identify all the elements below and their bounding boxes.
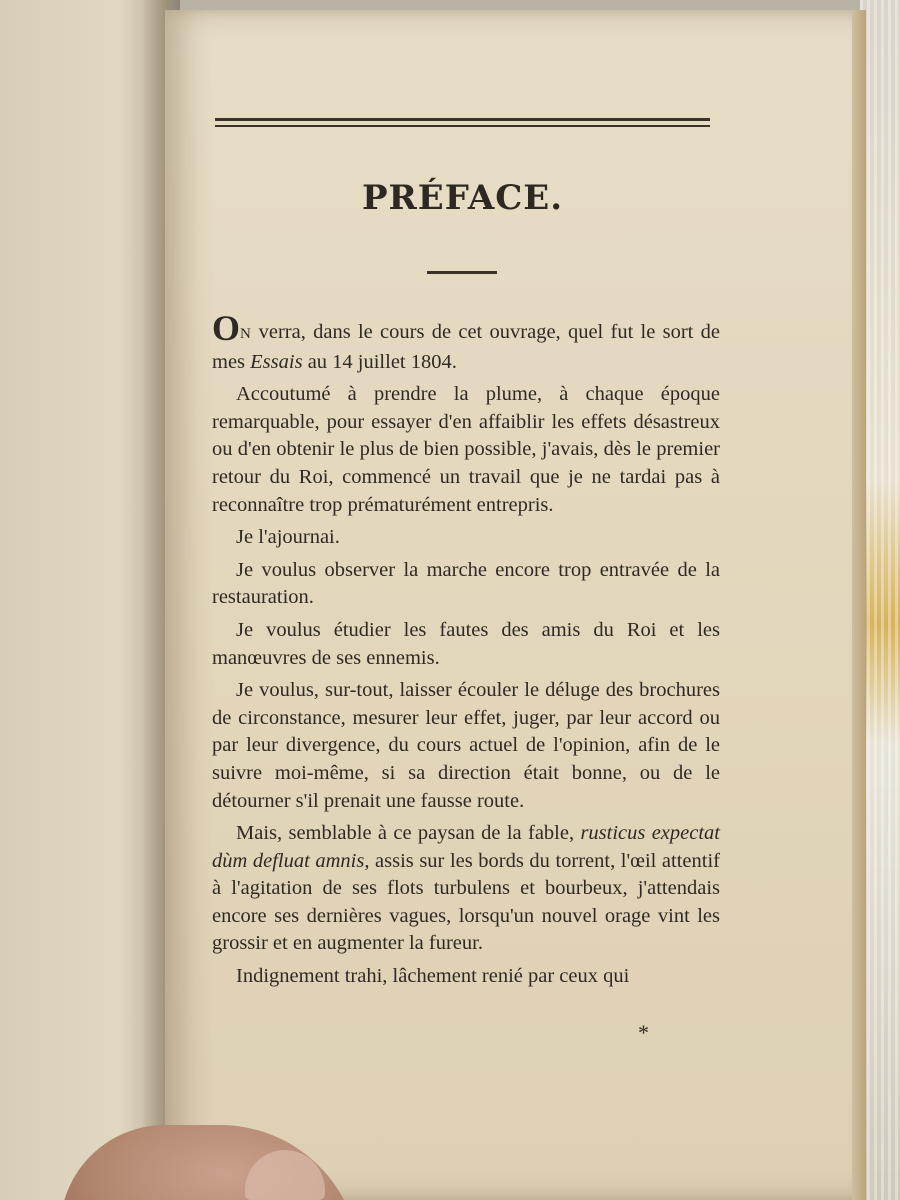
paragraph-5: Je voulus étudier les fautes des amis du Roi et les manœuvres de ses ennemis. bbox=[212, 618, 720, 669]
title-rule bbox=[427, 271, 497, 274]
paragraph-1-text-a: verra, dans le cours de cet ouvrage, quel fut le sort de mes bbox=[212, 321, 720, 373]
paragraph-2: Accoutumé à prendre la plume, à chaque époque remarquable, pour essayer d'en affaiblir les effets désastreux ou d'en obtenir le plus de bien possible, j'avais, dès le premier retour du Roi, commencé un travail que je ne tardai pas à reconnaître trop prématurément entrepris. bbox=[212, 383, 720, 516]
small-cap: N bbox=[240, 326, 252, 342]
paragraph-7 bbox=[212, 820, 720, 958]
drop-cap: O bbox=[212, 308, 241, 348]
signature-mark: * bbox=[638, 1020, 649, 1045]
body-text bbox=[212, 308, 720, 996]
paragraph-8: Indignement trahi, lâchement renié par ceux qui bbox=[236, 965, 630, 988]
header-rule-thick bbox=[215, 118, 710, 121]
header-double-rule bbox=[215, 118, 710, 128]
paragraph-6: Je voulus, sur-tout, laisser écouler le déluge des brochures de circonstance, mesurer leur effet, juger, par leur accord ou par leur divergence, du cours actuel de l'opinion, afin de le suivre moi-même, si sa direction était bonne, ou de le détourner s'il prenait une fausse route. bbox=[212, 679, 720, 812]
paragraph-7-text-b: , assis sur les bords du torrent, l'œil attentif à l'agitation de ses flots turbulens et bourbeux, j'attendais encore ses dernières vagues, lorsqu'un nouvel orage vint les grossir et en augmenter la fureur. bbox=[212, 849, 720, 955]
paragraph-3: Je l'ajournai. bbox=[236, 526, 340, 549]
page-title: PRÉFACE. bbox=[361, 178, 564, 218]
background-cloth bbox=[860, 0, 900, 1200]
page-edge bbox=[852, 10, 866, 1200]
paragraph-4: Je voulus observer la marche encore trop entravée de la restauration. bbox=[212, 558, 720, 609]
paragraph-7-latin-quote: rusticus expectat dùm defluat amnis bbox=[212, 822, 720, 872]
paragraph-7-text-a: Mais, semblable à ce paysan de la fable, bbox=[236, 822, 581, 845]
paragraph-1-italic: Essais bbox=[250, 350, 303, 373]
header-rule-thin bbox=[215, 125, 710, 127]
paragraph-1 bbox=[212, 308, 720, 376]
paragraph-1-text-b: au 14 juillet 1804. bbox=[302, 350, 457, 373]
